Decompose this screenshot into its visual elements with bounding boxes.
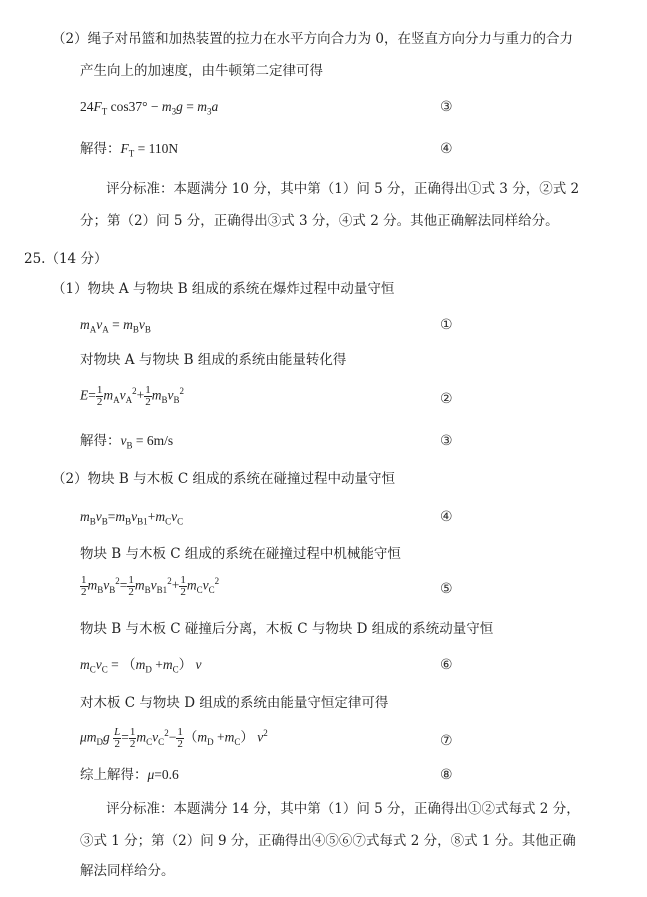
q25-grading-line2: ③式 1 分；第（2）问 9 分，正确得出④⑤⑥⑦式每式 2 分，⑧式 1 分。其他正确 <box>80 833 576 849</box>
grading-line1: 评分标准：本题满分 10 分，其中第（1）问 5 分，正确得出①式 3 分，②式 2 <box>106 181 580 197</box>
q25-part2-intro: （2）物块 B 与木板 C 组成的系统在碰撞过程中动量守恒 <box>52 471 396 487</box>
energy2-intro: 对木板 C 与物块 D 组成的系统由能量守恒定律可得 <box>80 695 389 711</box>
final-answer: 综上解得：μ=0.6 <box>80 767 179 782</box>
solution-vb: 解得：$v_B = 6m/s$ <box>80 433 174 451</box>
equation-marker-4b: ④ <box>440 509 453 525</box>
equation-marker-5: ⑤ <box>440 581 453 597</box>
equation-marker-1: ① <box>440 317 453 333</box>
q25-part1-intro: （1）物块 A 与物块 B 组成的系统在爆炸过程中动量守恒 <box>52 281 395 297</box>
equation-marker-2: ② <box>440 391 453 407</box>
q25-grading-line1: 评分标准：本题满分 14 分，其中第（1）问 5 分，正确得出①②式每式 2 分， <box>106 801 580 817</box>
equation-3: $24F_T$ $\cos 37^\circ - m_3g = m_3a$ <box>80 99 219 117</box>
solution-ft: 解得：$F_T = 110N$ <box>80 141 179 159</box>
equation-marker-4: ④ <box>440 141 453 157</box>
energy-intro: 对物块 A 与物块 B 组成的系统由能量转化得 <box>80 352 347 368</box>
q25-grading-line3: 解法同样给分。 <box>80 863 175 879</box>
separation-intro: 物块 B 与木板 C 碰撞后分离，木板 C 与物块 D 组成的系统动量守恒 <box>80 621 494 637</box>
part2-text-line1: （2）绳子对吊篮和加热装置的拉力在水平方向合力为 0，在竖直方向分力与重力的合力 <box>52 31 573 47</box>
grading-line2: 分；第（2）问 5 分，正确得出③式 3 分，④式 2 分。其他正确解法同样给分。 <box>80 213 559 229</box>
equation-marker-8: ⑧ <box>440 767 453 783</box>
equation-1: $m_Av_A = m_Bv_B$ <box>80 317 151 335</box>
equation-marker-7: ⑦ <box>440 733 453 749</box>
mech-energy-intro: 物块 B 与木板 C 组成的系统在碰撞过程中机械能守恒 <box>80 546 401 562</box>
equation-5: $\frac{1}{2}$ $m_Bv_B^2=$ $\frac{1}{2}$ $m_Bv_{B1}^2+$ $\frac{1}{2}$ $m_Cv_C^2$ <box>81 573 220 598</box>
question-25-heading: 25.（14 分） <box>24 251 108 267</box>
equation-7: $\mu m_Dg$ $\frac{L}{2}$ = $\frac{1}{2}$ $m_Cv_C^2-$ $\frac{1}{2}$ $(m_D +m_C)$ $v^2$ <box>80 725 268 750</box>
part2-text-line2: 产生向上的加速度，由牛顿第二定律可得 <box>80 63 323 79</box>
equation-marker-3b: ③ <box>440 433 453 449</box>
equation-6: $m_Cv_C = (m_D +m_C)$ v <box>80 657 202 675</box>
equation-2: E= $\frac{1}{2}$ $m_Av_A^2+$ $\frac{1}{2}$ $m_Bv_B^2$ <box>80 383 185 408</box>
equation-marker-6: ⑥ <box>440 657 453 673</box>
equation-4: $m_Bv_B=m_Bv_{B1}+m_Cv_C$ <box>80 509 184 527</box>
equation-marker-3: ③ <box>440 99 453 115</box>
